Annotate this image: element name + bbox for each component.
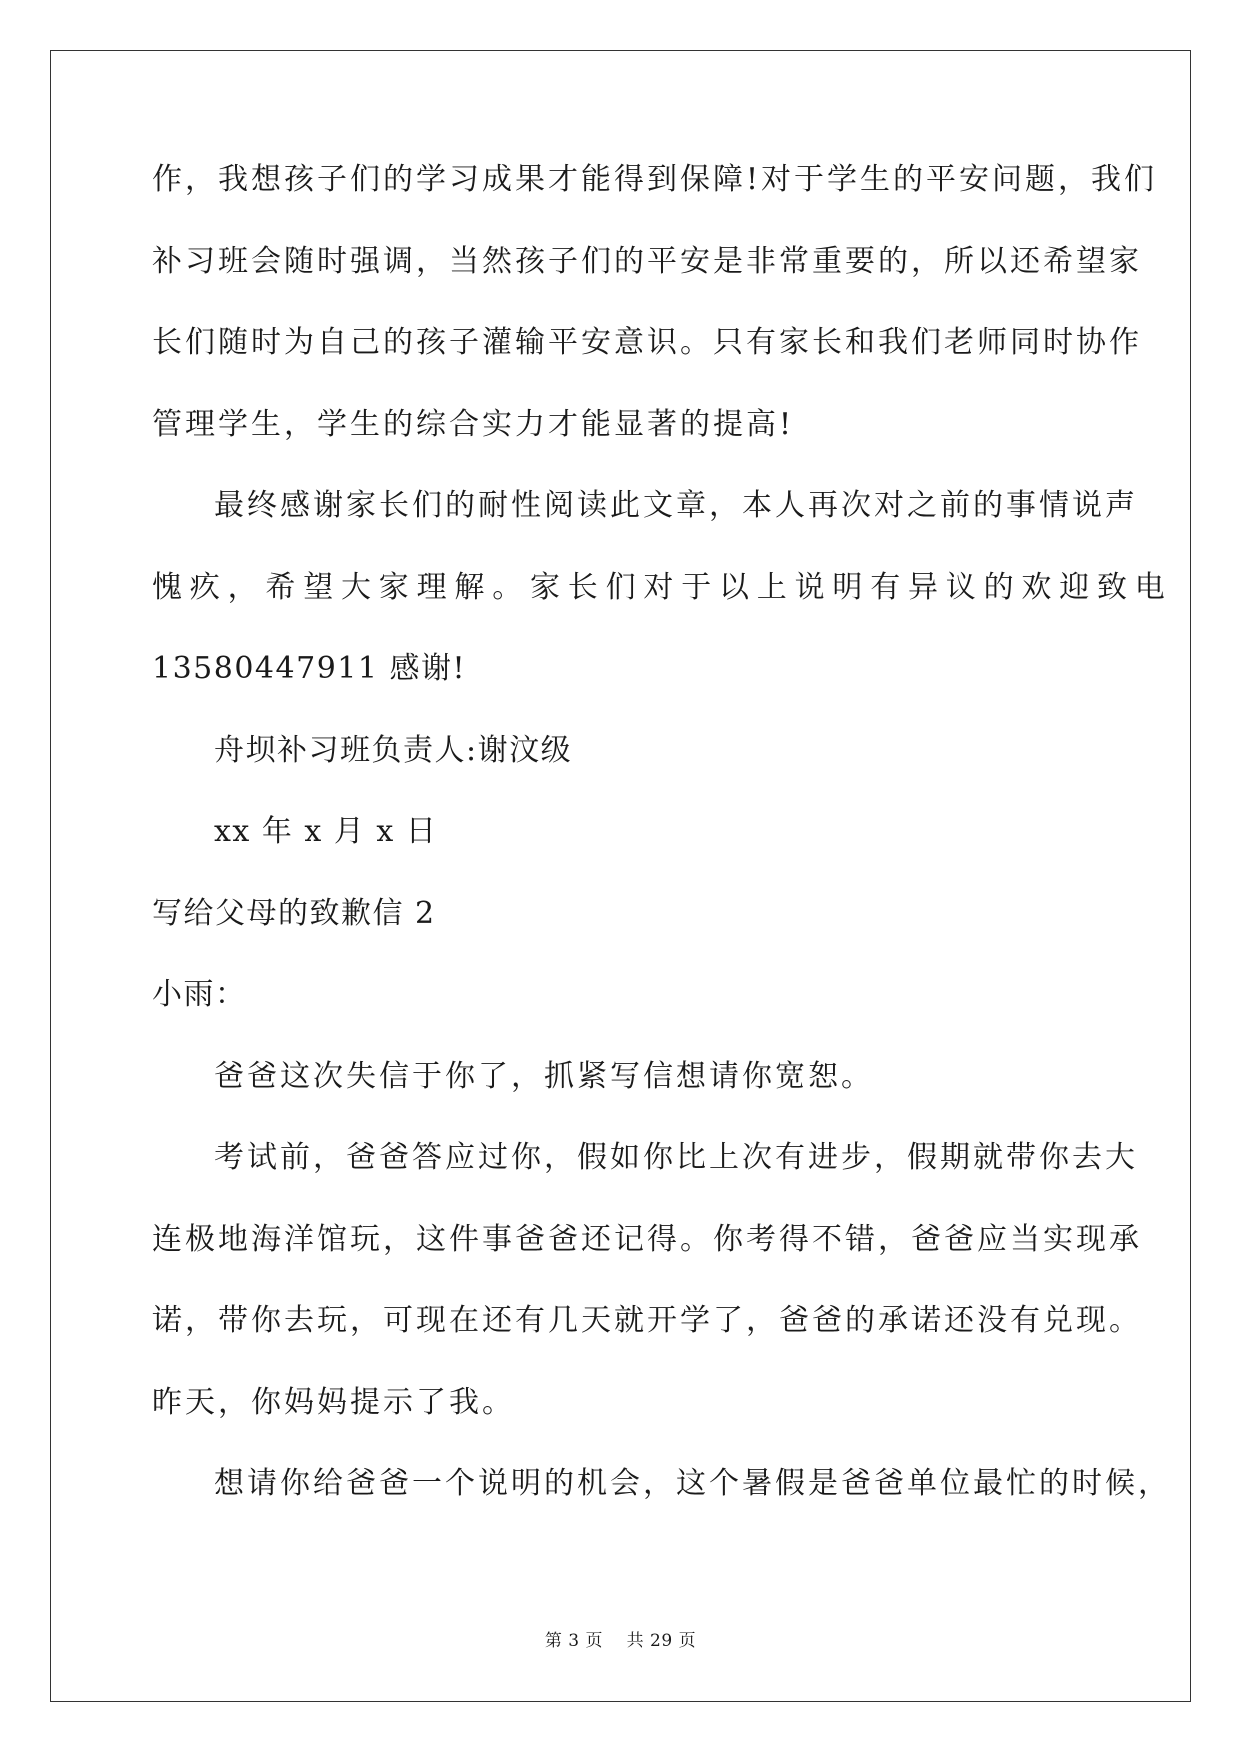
signature-line: 舟坝补习班负责人:谢汶级 [214,732,573,768]
body-line: 管理学生，学生的综合实力才能显著的提高! [152,406,795,442]
salutation: 小雨： [152,977,247,1012]
body-line: 长们随时为自己的孩子灌输平安意识。只有家长和我们老师同时协作 [152,325,1142,360]
body-line: 作，我想孩子们的学习成果才能得到保障!对于学生的平安问题，我们 [152,162,1158,197]
date-line: xx 年 x 月 x 日 [214,814,438,849]
body-line: 诺，带你去玩，可现在还有几天就开学了，爸爸的承诺还没有兑现。 [152,1303,1142,1338]
document-body [152,162,1173,1548]
body-line: 最终感谢家长们的耐性阅读此文章，本人再次对之前的事情说声 [214,488,1138,523]
body-line: 考试前，爸爸答应过你，假如你比上次有进步，假期就带你去大 [214,1140,1138,1175]
body-line: 想请你给爸爸一个说明的机会，这个暑假是爸爸单位最忙的时候， [214,1466,1171,1501]
body-line: 连极地海洋馆玩，这件事爸爸还记得。你考得不错，爸爸应当实现承 [152,1221,1142,1257]
phone-number-line: 13580447911 感谢! [152,651,467,686]
page-number-footer: 第 3 页 共 29 页 [544,1631,697,1651]
body-line: 愧疚，希望大家理解。家长们对于以上说明有异议的欢迎致电 [152,569,1173,605]
body-line: 爸爸这次失信于你了，抓紧写信想请你宽恕。 [214,1058,874,1094]
body-line: 补习班会随时强调，当然孩子们的平安是非常重要的，所以还希望家 [152,243,1142,279]
body-line: 昨天，你妈妈提示了我。 [152,1384,515,1420]
section-title: 写给父母的致歉信 2 [152,895,436,931]
